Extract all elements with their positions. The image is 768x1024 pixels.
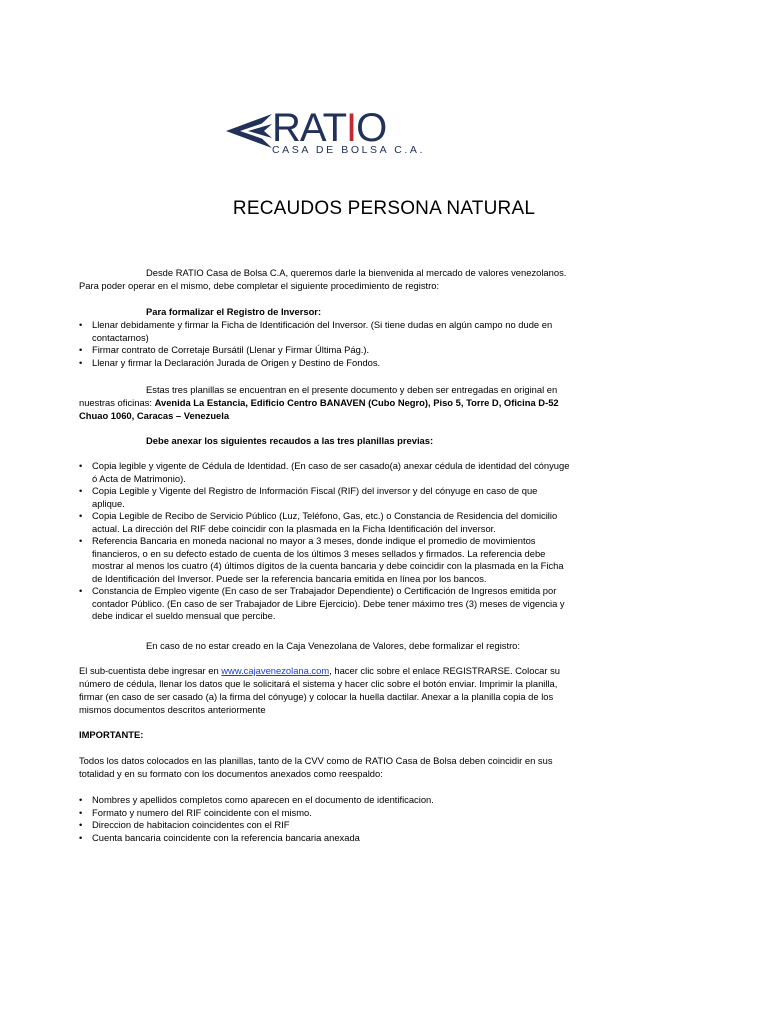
list-item: • Llenar y firmar la Declaración Jurada de Origen y Destino de Fondos.	[79, 357, 609, 370]
cvv-line-1: El sub-cuentista debe ingresar en www.cajavenezolana.com, hacer clic sobre el enlace REGISTRARSE. Colocar su	[79, 665, 560, 676]
cajavenezolana-link[interactable]: www.cajavenezolana.com	[221, 665, 330, 676]
planillas-line-1: Estas tres planillas se encuentran en el presente documento y deben ser entregadas en original en	[146, 384, 558, 395]
list-item: • Cuenta bancaria coincidente con la referencia bancaria anexada	[79, 832, 609, 845]
importante-line-1: Todos los datos colocados en las planillas, tanto de la CVV como de RATIO Casa de Bolsa deben coincidir en sus	[79, 755, 553, 766]
importante-list	[79, 794, 609, 844]
logo-wordmark: RATIO	[272, 106, 387, 150]
logo-subtitle: CASA DE BOLSA C.A.	[272, 144, 426, 156]
planillas-line-3: Chuao 1060, Caracas – Venezuela	[79, 410, 230, 421]
recaudos-list	[79, 460, 609, 623]
importante-line-2: totalidad y en su formato con los documentos anexados como reespaldo:	[79, 768, 383, 779]
list-item: • Nombres y apellidos completos como aparecen en el documento de identificacion.	[79, 794, 609, 807]
recaudos-heading-text: Debe anexar los siguientes recaudos a las tres planillas previas:	[146, 435, 434, 446]
cvv-intro-text: En caso de no estar creado en la Caja Venezolana de Valores, debe formalizar el registro:	[146, 640, 521, 651]
list-item: • Referencia Bancaria en moneda nacional no mayor a 3 meses, donde indique el promedio de movimientos financieros, o en su defecto estado de cuenta de los últimos 3 meses sellados y firmados. La referencia debe mostrar al menos los cuatro (4) últimos dígitos de la cuenta bancaria y debe coincidir con la plasmada en la Ficha de Identificación del Inversor. Puede ser la referencia bancaria emitida en línea por los bancos.	[79, 535, 609, 585]
cvv-intro	[79, 639, 609, 652]
planillas-line-2: nuestras oficinas: Avenida La Estancia, Edificio Centro BANAVEN (Cubo Negro), Piso 5, Torre D, Oficina D-52	[79, 397, 559, 408]
registro-heading	[79, 305, 609, 318]
planillas-paragraph	[79, 383, 609, 422]
ratio-logo	[226, 106, 438, 160]
list-item: • Firmar contrato de Corretaje Bursátil (Llenar y Firmar Última Pág.).	[79, 344, 609, 357]
importante-heading: IMPORTANTE:	[79, 729, 144, 740]
intro-line-2: Para poder operar en el mismo, debe completar el siguiente procedimiento de registro:	[79, 280, 440, 291]
intro-paragraph	[79, 266, 609, 292]
list-item: • Copia Legible de Recibo de Servicio Público (Luz, Teléfono, Gas, etc.) o Constancia de Residencia del domicilio actual. La dirección del RIF debe coincidir con la plasmada en la Ficha Identificación del inversor.	[79, 510, 609, 535]
list-item: • Copia legible y vigente de Cédula de Identidad. (En caso de ser casado(a) anexar cédula de identidad del cónyuge ó Acta de Matrimonio).	[79, 460, 609, 485]
cvv-line-2: número de cédula, llenar los datos que le solicitará el sistema y hacer clic sobre el botón enviar. Imprimir la planilla,	[79, 678, 558, 689]
page-title: RECAUDOS PERSONA NATURAL	[232, 198, 536, 219]
list-item: • Formato y numero del RIF coincidente con el mismo.	[79, 807, 609, 820]
recaudos-heading	[79, 434, 609, 447]
list-item: • Copia Legible y Vigente del Registro de Información Fiscal (RIF) del inversor y del cónyuge en caso de que aplique.	[79, 485, 609, 510]
list-item: • Direccion de habitacion coincidentes con el RIF	[79, 819, 609, 832]
logo-arrow-icon	[226, 114, 274, 148]
registro-heading-text: Para formalizar el Registro de Inversor:	[146, 306, 322, 317]
cvv-line-3: firmar (en caso de ser casado (a) la firma del cónyuge) y colocar la huella dactilar. Anexar a la planilla copia de los	[79, 691, 554, 702]
importante-paragraph	[79, 754, 609, 780]
cvv-paragraph	[79, 664, 609, 716]
intro-line-1: Desde RATIO Casa de Bolsa C.A, queremos darle la bienvenida al mercado de valores venezolanos.	[146, 267, 567, 278]
list-item: • Constancia de Empleo vigente (En caso de ser Trabajador Dependiente) o Certificación de Ingresos emitida por contador Público. (En caso de ser Trabajador de Libre Ejercicio). Debe tener máximo tres (3) meses de vigencia y debe indicar el sueldo mensual que percibe.	[79, 585, 609, 623]
cvv-line-4: mismos documentos descritos anteriormente	[79, 704, 266, 715]
registro-list	[79, 319, 609, 369]
list-item: • Llenar debidamente y firmar la Ficha de Identificación del Inversor. (Si tiene dudas en algún campo no dude en contactarnos)	[79, 319, 609, 344]
office-address: Avenida La Estancia, Edificio Centro BANAVEN (Cubo Negro), Piso 5, Torre D, Oficina D-52	[154, 397, 559, 408]
